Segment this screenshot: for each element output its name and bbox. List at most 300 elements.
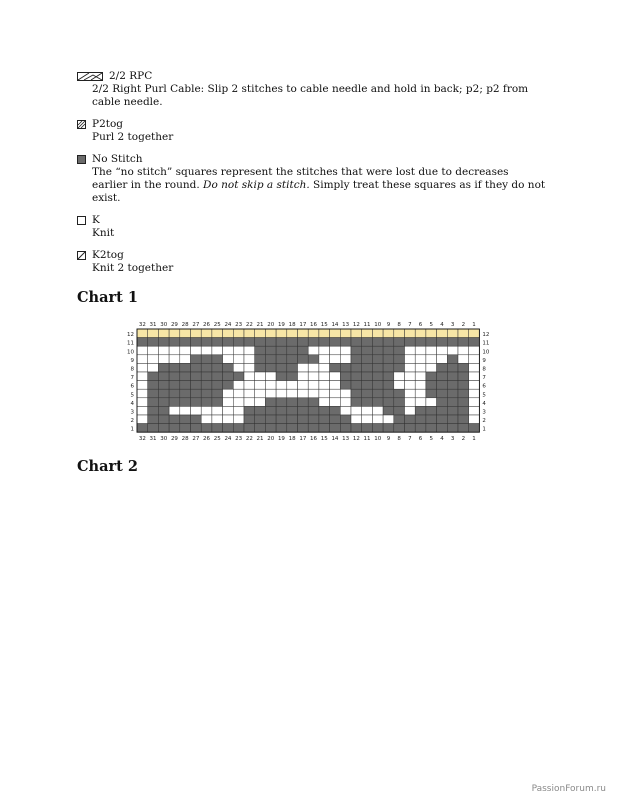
knit-cell <box>276 389 287 398</box>
knit-cell <box>426 363 437 372</box>
no-stitch-cell <box>255 415 266 424</box>
no-stitch-cell <box>362 346 373 355</box>
knit-cell <box>426 355 437 364</box>
column-number-top: 24 <box>224 322 232 328</box>
legend-desc-part: Simply treat these squares as if they do not exist. <box>92 179 546 204</box>
knit-cell <box>415 363 426 372</box>
no-stitch-cell <box>405 424 416 433</box>
knit-cell <box>265 389 276 398</box>
highlight-cell <box>180 329 191 338</box>
knit-cell <box>298 363 309 372</box>
knit-cell <box>469 346 480 355</box>
knit-cell <box>212 406 223 415</box>
no-stitch-cell <box>276 415 287 424</box>
no-stitch-cell <box>362 398 373 407</box>
row-number-right: 2 <box>482 418 486 425</box>
knit-cell <box>330 346 341 355</box>
highlight-cell <box>319 329 330 338</box>
no-stitch-cell <box>212 363 223 372</box>
no-stitch-cell <box>405 415 416 424</box>
column-number-top: 13 <box>342 322 350 328</box>
no-stitch-cell <box>148 338 159 347</box>
no-stitch-cell <box>383 338 394 347</box>
knit-cell <box>405 363 416 372</box>
knit-cell <box>308 346 319 355</box>
knit-cell <box>244 355 255 364</box>
no-stitch-cell <box>158 389 169 398</box>
no-stitch-cell <box>437 363 448 372</box>
knit-cell <box>372 406 383 415</box>
knit-cell <box>330 389 341 398</box>
column-number-bottom: 11 <box>363 436 371 442</box>
legend-desc-part: The “no stitch” squares represent the stitches that were lost due to decreases earlier in the round. <box>92 166 509 191</box>
no-stitch-cell <box>298 406 309 415</box>
no-stitch-cell <box>169 372 180 381</box>
knit-cell <box>415 346 426 355</box>
knit-cell <box>319 381 330 390</box>
no-stitch-cell <box>212 372 223 381</box>
knit-cell <box>169 355 180 364</box>
no-stitch-cell <box>298 424 309 433</box>
no-stitch-cell <box>276 355 287 364</box>
no-stitch-cell <box>351 424 362 433</box>
no-stitch-cell <box>447 389 458 398</box>
no-stitch-cell <box>276 398 287 407</box>
no-stitch-cell <box>180 372 191 381</box>
column-number-top: 5 <box>429 322 433 328</box>
highlight-cell <box>340 329 351 338</box>
column-number-bottom: 23 <box>235 436 243 442</box>
no-stitch-cell <box>447 355 458 364</box>
no-stitch-icon <box>77 155 86 164</box>
no-stitch-cell <box>255 355 266 364</box>
legend-item-knit <box>77 214 547 240</box>
knit-cell <box>137 363 148 372</box>
no-stitch-cell <box>362 338 373 347</box>
legend-name: P2tog <box>92 118 124 130</box>
no-stitch-cell <box>362 381 373 390</box>
column-number-bottom: 17 <box>299 436 307 442</box>
knit-cell <box>308 381 319 390</box>
knit-cell <box>426 346 437 355</box>
no-stitch-cell <box>394 424 405 433</box>
no-stitch-cell <box>191 372 202 381</box>
legend-name: No Stitch <box>92 153 143 165</box>
knit-cell <box>191 346 202 355</box>
knit-cell <box>137 355 148 364</box>
no-stitch-cell <box>169 389 180 398</box>
no-stitch-cell <box>276 363 287 372</box>
no-stitch-cell <box>212 381 223 390</box>
no-stitch-cell <box>212 398 223 407</box>
no-stitch-cell <box>287 372 298 381</box>
column-number-top: 1 <box>472 322 476 328</box>
no-stitch-cell <box>458 398 469 407</box>
knit-cell <box>383 415 394 424</box>
no-stitch-cell <box>223 338 234 347</box>
no-stitch-cell <box>340 338 351 347</box>
no-stitch-cell <box>148 381 159 390</box>
k2tog-icon <box>77 251 86 260</box>
no-stitch-cell <box>308 415 319 424</box>
row-number-left: 11 <box>127 340 134 347</box>
no-stitch-cell <box>383 424 394 433</box>
knit-cell <box>469 398 480 407</box>
row-number-left: 7 <box>130 375 134 382</box>
row-number-right: 8 <box>482 366 486 373</box>
column-number-bottom: 29 <box>170 436 178 442</box>
no-stitch-cell <box>255 424 266 433</box>
no-stitch-cell <box>244 415 255 424</box>
column-number-top: 32 <box>138 322 146 328</box>
highlight-cell <box>244 329 255 338</box>
knit-cell <box>244 372 255 381</box>
no-stitch-cell <box>458 381 469 390</box>
chart-1-title: Chart 1 <box>77 289 138 306</box>
knit-cell <box>148 363 159 372</box>
highlight-cell <box>415 329 426 338</box>
no-stitch-cell <box>276 424 287 433</box>
knit-cell <box>469 372 480 381</box>
no-stitch-cell <box>426 406 437 415</box>
no-stitch-cell <box>148 389 159 398</box>
knit-cell <box>201 346 212 355</box>
no-stitch-cell <box>158 338 169 347</box>
no-stitch-cell <box>265 406 276 415</box>
knit-cell <box>405 398 416 407</box>
legend-desc-emphasis: Do not skip a stitch. <box>203 179 310 191</box>
no-stitch-cell <box>223 424 234 433</box>
knit-cell <box>405 381 416 390</box>
knit-cell <box>212 415 223 424</box>
column-number-bottom: 9 <box>386 436 391 442</box>
no-stitch-cell <box>351 355 362 364</box>
no-stitch-cell <box>169 398 180 407</box>
column-number-bottom: 19 <box>277 436 285 442</box>
column-number-bottom: 8 <box>397 436 401 442</box>
highlight-cell <box>169 329 180 338</box>
no-stitch-cell <box>201 372 212 381</box>
column-number-bottom: 22 <box>245 436 253 442</box>
knit-cell <box>233 381 244 390</box>
no-stitch-cell <box>276 372 287 381</box>
no-stitch-cell <box>437 389 448 398</box>
column-number-bottom: 12 <box>352 436 360 442</box>
highlight-cell <box>158 329 169 338</box>
knit-cell <box>180 355 191 364</box>
no-stitch-cell <box>201 424 212 433</box>
column-number-bottom: 7 <box>408 436 412 442</box>
column-number-top: 4 <box>440 322 444 328</box>
no-stitch-cell <box>437 372 448 381</box>
knit-cell <box>405 355 416 364</box>
highlight-cell <box>351 329 362 338</box>
no-stitch-cell <box>298 415 309 424</box>
knit-cell <box>180 406 191 415</box>
chart-1-grid <box>124 318 494 442</box>
no-stitch-cell <box>330 415 341 424</box>
no-stitch-cell <box>287 406 298 415</box>
knit-cell <box>415 355 426 364</box>
knit-cell <box>319 355 330 364</box>
knit-cell <box>233 363 244 372</box>
no-stitch-cell <box>351 389 362 398</box>
knit-cell <box>244 381 255 390</box>
row-number-left: 6 <box>130 383 134 390</box>
knit-cell <box>469 389 480 398</box>
no-stitch-cell <box>394 398 405 407</box>
column-number-bottom: 26 <box>203 436 211 442</box>
no-stitch-cell <box>158 398 169 407</box>
row-number-right: 12 <box>482 332 490 339</box>
knit-cell <box>372 415 383 424</box>
column-number-top: 25 <box>213 322 221 328</box>
knit-cell <box>233 346 244 355</box>
knit-cell <box>148 346 159 355</box>
knit-cell <box>212 346 223 355</box>
highlight-cell <box>405 329 416 338</box>
knit-cell <box>319 389 330 398</box>
row-number-left: 1 <box>130 426 134 433</box>
column-number-top: 20 <box>267 322 275 328</box>
chart-2-title: Chart 2 <box>77 458 138 475</box>
column-number-bottom: 3 <box>450 436 455 442</box>
column-number-top: 15 <box>320 322 328 328</box>
knit-cell <box>437 346 448 355</box>
no-stitch-cell <box>469 424 480 433</box>
column-number-top: 27 <box>192 322 200 328</box>
no-stitch-cell <box>308 424 319 433</box>
no-stitch-cell <box>458 338 469 347</box>
no-stitch-cell <box>362 355 373 364</box>
no-stitch-cell <box>180 338 191 347</box>
no-stitch-cell <box>287 415 298 424</box>
no-stitch-cell <box>276 406 287 415</box>
knit-cell <box>415 372 426 381</box>
highlight-cell <box>255 329 266 338</box>
no-stitch-cell <box>169 381 180 390</box>
knit-cell <box>201 415 212 424</box>
no-stitch-cell <box>372 338 383 347</box>
no-stitch-cell <box>244 424 255 433</box>
no-stitch-cell <box>394 355 405 364</box>
row-number-right: 11 <box>482 340 490 347</box>
column-number-top: 28 <box>181 322 189 328</box>
knit-cell <box>469 406 480 415</box>
column-number-top: 31 <box>149 322 157 328</box>
knit-cell <box>319 363 330 372</box>
row-number-left: 3 <box>130 409 134 416</box>
knit-cell <box>223 415 234 424</box>
no-stitch-cell <box>201 363 212 372</box>
knit-cell <box>340 346 351 355</box>
no-stitch-cell <box>265 363 276 372</box>
no-stitch-cell <box>201 398 212 407</box>
no-stitch-cell <box>180 363 191 372</box>
no-stitch-cell <box>158 381 169 390</box>
knit-cell <box>191 406 202 415</box>
knit-cell <box>137 346 148 355</box>
knit-cell <box>255 389 266 398</box>
column-number-top: 22 <box>245 322 253 328</box>
highlight-cell <box>201 329 212 338</box>
knit-cell <box>330 372 341 381</box>
no-stitch-cell <box>426 415 437 424</box>
no-stitch-cell <box>351 363 362 372</box>
no-stitch-cell <box>458 363 469 372</box>
knit-cell <box>137 381 148 390</box>
no-stitch-cell <box>319 338 330 347</box>
row-number-left: 5 <box>130 392 134 399</box>
knit-cell <box>244 389 255 398</box>
column-number-bottom: 32 <box>138 436 146 442</box>
column-number-top: 7 <box>408 322 412 328</box>
no-stitch-cell <box>180 424 191 433</box>
knit-cell <box>362 415 373 424</box>
no-stitch-cell <box>169 338 180 347</box>
knit-cell <box>137 398 148 407</box>
no-stitch-cell <box>265 398 276 407</box>
row-number-left: 2 <box>130 418 134 425</box>
column-number-bottom: 24 <box>224 436 232 442</box>
no-stitch-cell <box>426 424 437 433</box>
knit-cell <box>415 389 426 398</box>
column-number-bottom: 6 <box>418 436 423 442</box>
knit-cell <box>437 355 448 364</box>
no-stitch-cell <box>458 406 469 415</box>
knit-cell <box>244 346 255 355</box>
column-number-bottom: 16 <box>310 436 318 442</box>
knit-cell <box>233 415 244 424</box>
no-stitch-cell <box>201 338 212 347</box>
no-stitch-cell <box>180 398 191 407</box>
no-stitch-cell <box>340 424 351 433</box>
no-stitch-cell <box>372 398 383 407</box>
highlight-cell <box>148 329 159 338</box>
no-stitch-cell <box>233 372 244 381</box>
column-number-top: 18 <box>288 322 296 328</box>
no-stitch-cell <box>191 381 202 390</box>
no-stitch-cell <box>319 424 330 433</box>
knit-cell <box>405 346 416 355</box>
highlight-cell <box>276 329 287 338</box>
no-stitch-cell <box>191 398 202 407</box>
no-stitch-cell <box>351 338 362 347</box>
knit-cell <box>233 398 244 407</box>
no-stitch-cell <box>212 338 223 347</box>
no-stitch-cell <box>340 363 351 372</box>
column-number-bottom: 25 <box>213 436 221 442</box>
legend-desc: Knit <box>92 227 115 239</box>
column-number-top: 14 <box>331 322 339 328</box>
highlight-cell <box>447 329 458 338</box>
knit-cell <box>223 406 234 415</box>
knit-cell <box>340 398 351 407</box>
no-stitch-cell <box>383 372 394 381</box>
no-stitch-cell <box>437 338 448 347</box>
legend-desc: 2/2 Right Purl Cable: Slip 2 stitches to cable needle and hold in back; p2; p2 from cable needle. <box>92 83 529 108</box>
knit-cell <box>308 372 319 381</box>
highlight-cell <box>458 329 469 338</box>
no-stitch-cell <box>255 363 266 372</box>
no-stitch-cell <box>191 415 202 424</box>
no-stitch-cell <box>362 363 373 372</box>
knit-cell <box>415 398 426 407</box>
knit-cell <box>340 406 351 415</box>
no-stitch-cell <box>148 415 159 424</box>
column-number-top: 29 <box>170 322 178 328</box>
no-stitch-cell <box>383 398 394 407</box>
no-stitch-cell <box>415 415 426 424</box>
no-stitch-cell <box>351 346 362 355</box>
no-stitch-cell <box>255 346 266 355</box>
column-number-top: 16 <box>310 322 318 328</box>
knit-cell <box>298 381 309 390</box>
knit-cell <box>265 381 276 390</box>
highlight-cell <box>137 329 148 338</box>
no-stitch-cell <box>447 406 458 415</box>
column-number-bottom: 1 <box>472 436 476 442</box>
row-number-right: 5 <box>482 392 486 399</box>
no-stitch-cell <box>383 363 394 372</box>
column-number-bottom: 5 <box>429 436 433 442</box>
knit-cell <box>394 372 405 381</box>
column-number-top: 10 <box>374 322 382 328</box>
highlight-cell <box>362 329 373 338</box>
column-number-top: 23 <box>235 322 243 328</box>
legend-desc: Knit 2 together <box>92 262 174 274</box>
no-stitch-cell <box>308 406 319 415</box>
no-stitch-cell <box>415 338 426 347</box>
no-stitch-cell <box>372 389 383 398</box>
no-stitch-cell <box>351 398 362 407</box>
no-stitch-cell <box>223 381 234 390</box>
legend-desc: Purl 2 together <box>92 131 174 143</box>
knit-cell <box>169 346 180 355</box>
no-stitch-cell <box>298 398 309 407</box>
column-number-top: 2 <box>461 322 466 328</box>
no-stitch-cell <box>469 338 480 347</box>
no-stitch-cell <box>340 381 351 390</box>
no-stitch-cell <box>191 363 202 372</box>
row-number-right: 6 <box>482 383 486 390</box>
no-stitch-cell <box>265 355 276 364</box>
no-stitch-cell <box>137 424 148 433</box>
knit-cell <box>244 363 255 372</box>
knit-cell <box>158 346 169 355</box>
no-stitch-cell <box>458 372 469 381</box>
knit-cell <box>233 389 244 398</box>
no-stitch-cell <box>372 381 383 390</box>
knit-cell <box>276 381 287 390</box>
no-stitch-cell <box>201 389 212 398</box>
no-stitch-cell <box>394 338 405 347</box>
no-stitch-cell <box>287 355 298 364</box>
column-number-top: 6 <box>418 322 423 328</box>
knit-cell <box>169 406 180 415</box>
row-number-right: 3 <box>482 409 486 416</box>
highlight-cell <box>308 329 319 338</box>
no-stitch-cell <box>169 363 180 372</box>
no-stitch-cell <box>458 424 469 433</box>
knit-cell <box>405 389 416 398</box>
no-stitch-cell <box>447 363 458 372</box>
no-stitch-cell <box>330 363 341 372</box>
no-stitch-cell <box>158 363 169 372</box>
column-number-top: 21 <box>256 322 264 328</box>
knit-cell <box>158 355 169 364</box>
column-number-top: 19 <box>277 322 285 328</box>
